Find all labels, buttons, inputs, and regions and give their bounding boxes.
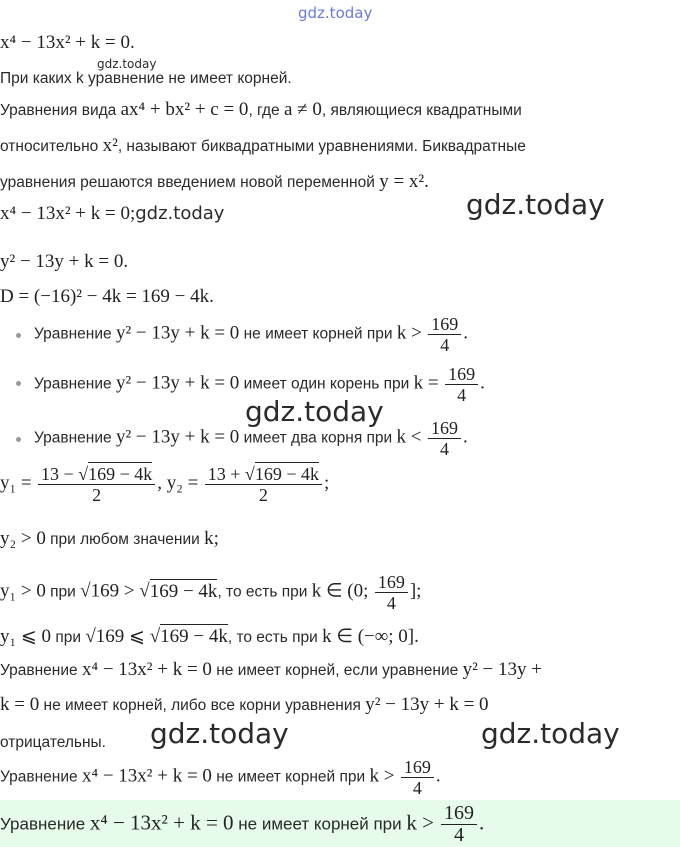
case-no-roots: Уравнение y² − 13y + k = 0 не имеет корней при k > $\frac{169}{4}$ . [34, 314, 469, 355]
answer-line: Уравнение x⁴ − 13x² + k = 0 не имеет корней при k > $\frac{169}{4}$ . [0, 757, 441, 798]
y2-positive-line: y₂ > 0 при любом значении k; [0, 528, 219, 549]
discriminant: D = (−16)² − 4k = 169 − 4k. [0, 286, 214, 307]
fraction-y2: $\frac{13 + √169 - 4k}{2}$ [205, 464, 322, 505]
y1-nonpositive-line: y₁ ⩽ 0 при √169 ⩽ √169 − 4k, то есть при k ∈ (−∞; 0]. [0, 626, 419, 647]
fraction-169-4: $\frac{169}{4}$ [428, 314, 461, 355]
fraction-169-4: $\frac{169}{4}$ [441, 803, 477, 846]
case-one-root: Уравнение y² − 13y + k = 0 имеет один корень при k = $\frac{169}{4}$ . [34, 364, 485, 405]
fraction-y1: $\frac{13 - √169 - 4k}{2}$ [38, 464, 155, 505]
fraction-169-4: $\frac{169}{4}$ [401, 757, 434, 798]
y1-positive-line: y₁ > 0 при √169 > √169 − 4k, то есть при k ∈ (0; $\frac{169}{4}$ ]; [0, 572, 422, 613]
answer-highlighted: Уравнение x⁴ − 13x² + k = 0 не имеет корней при k > $\frac{169}{4}$ . [0, 802, 485, 846]
definition-line-1: Уравнения вида ax⁴ + bx² + c = 0, где a ≠ 0, являющиеся квадратными [0, 99, 522, 120]
case-two-roots: Уравнение y² − 13y + k = 0 имеет два корня при k < $\frac{169}{4}$ . [34, 418, 468, 459]
bullet-dot [16, 437, 21, 442]
watermark-large-right: gdz.today [466, 188, 605, 221]
conclusion-line-2: k = 0 не имеет корней, либо все корни уравнения y² − 13y + k = 0 [0, 694, 489, 715]
definition-line-3: уравнения решаются введением новой переменной y = x². [0, 171, 429, 192]
watermark-top: gdz.today [298, 4, 373, 22]
question-text: При каких k уравнение не имеет корней. [0, 70, 292, 87]
fraction-169-4: $\frac{169}{4}$ [428, 418, 461, 459]
bullet-dot [16, 333, 21, 338]
definition-line-2: относительно x², называют биквадратными уравнениями. Биквадратные [0, 135, 526, 156]
roots-formula: y₁ = $\frac{13 - √169 - 4k}{2}$ , y₂ = $\frac{13 + √169 - 4k}{2}$ ; [0, 464, 330, 505]
equation-y: y² − 13y + k = 0. [0, 251, 129, 272]
fraction-169-4: $\frac{169}{4}$ [445, 364, 478, 405]
fraction-169-4: $\frac{169}{4}$ [375, 572, 408, 613]
watermark-large-mid: gdz.today [245, 395, 384, 428]
watermark-inline: gdz.today [135, 203, 225, 224]
bullet-dot [16, 381, 21, 386]
equation-repeat-line: x⁴ − 13x² + k = 0;gdz.today [0, 203, 225, 224]
watermark-bottom-right: gdz.today [481, 717, 620, 750]
watermark-small: gdz.today [97, 57, 157, 71]
conclusion-line-1: Уравнение x⁴ − 13x² + k = 0 не имеет корней, если уравнение y² − 13y + [0, 659, 542, 680]
equation-main: x⁴ − 13x² + k = 0. [0, 32, 135, 53]
watermark-bottom-left: gdz.today [150, 717, 289, 750]
conclusion-line-3: отрицательны. [0, 734, 106, 751]
